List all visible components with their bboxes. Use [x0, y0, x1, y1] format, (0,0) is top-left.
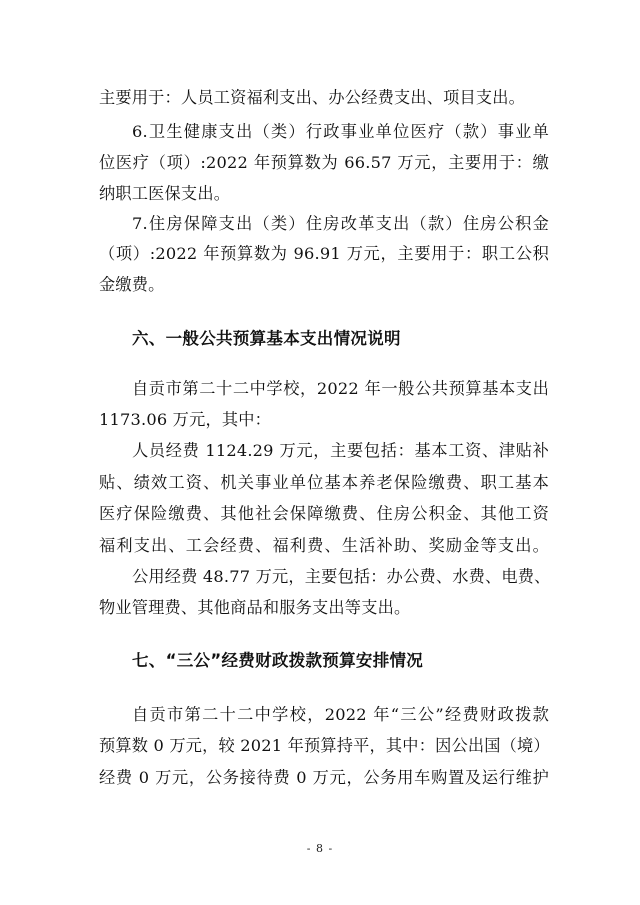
item-7-line: 7.住房保障支出（类）住房改革支出（款）住房公积金: [132, 214, 549, 233]
section-6-line: 1173.06 万元，其中：: [99, 410, 272, 429]
section-heading-7: 七、“三公”经费财政拨款预算安排情况: [132, 651, 424, 670]
section-7-line: 经费 0 万元，公务接待费 0 万元，公务用车购置及运行维护: [99, 768, 549, 787]
section-7-line: 预算数 0 万元，较 2021 年预算持平，其中：因公出国（境）: [99, 736, 550, 755]
item-7-line: （项）:2022 年预算数为 96.91 万元，主要用于：职工公积: [99, 244, 549, 263]
item-6-line: 纳职工医保支出。: [99, 184, 231, 203]
item-7-line: 金缴费。: [99, 275, 165, 294]
paragraph-line: 主要用于：人员工资福利支出、办公经费支出、项目支出。: [99, 88, 526, 107]
section-6-line: 人员经费 1124.29 万元，主要包括：基本工资、津贴补: [132, 441, 549, 460]
item-6-line: 6.卫生健康支出（类）行政事业单位医疗（款）事业单: [132, 122, 549, 141]
section-6-line: 物业管理费、其他商品和服务支出等支出。: [99, 598, 411, 617]
section-7-line: 自贡市第二十二中学校，2022 年“三公”经费财政拨款: [132, 705, 549, 724]
section-heading-6: 六、一般公共预算基本支出情况说明: [132, 329, 401, 348]
page-number: - 8 -: [306, 842, 334, 855]
item-6-line: 位医疗（项）:2022 年预算数为 66.57 万元，主要用于：缴: [99, 153, 549, 172]
section-6-line: 贴、绩效工资、机关事业单位基本养老保险缴费、职工基本: [99, 473, 549, 492]
section-6-line: 医疗保险缴费、其他社会保障缴费、住房公积金、其他工资: [99, 504, 549, 523]
section-6-line: 自贡市第二十二中学校，2022 年一般公共预算基本支出: [132, 379, 549, 398]
section-6-line: 福利支出、工会经费、福利费、生活补助、奖励金等支出。: [99, 536, 549, 555]
section-6-line: 公用经费 48.77 万元，主要包括：办公费、水费、电费、: [132, 567, 551, 586]
